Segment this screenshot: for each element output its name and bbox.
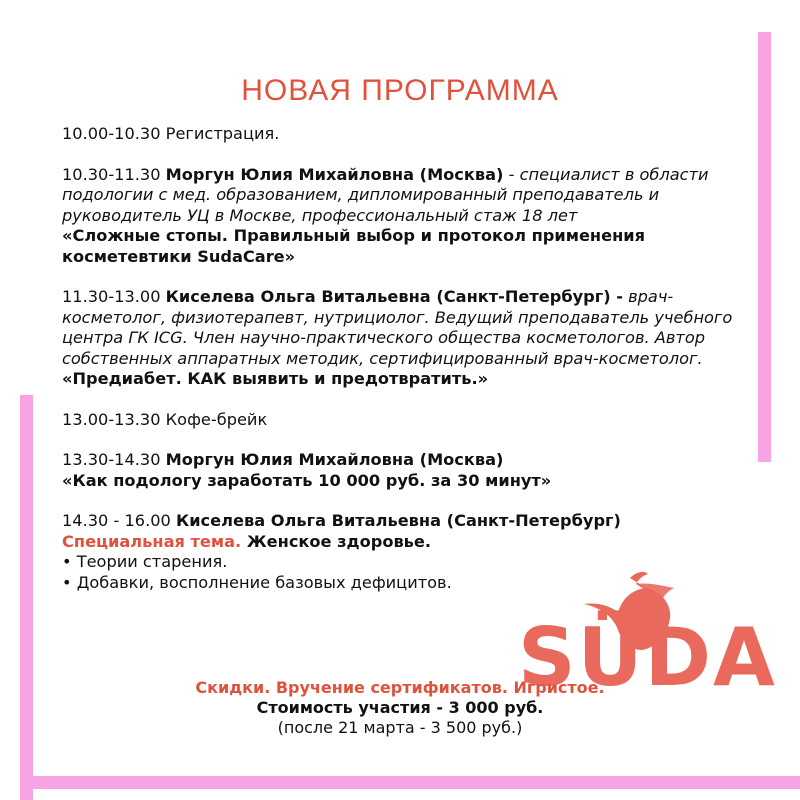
price-line: Стоимость участия - 3 000 руб. — [256, 698, 544, 717]
item-time: 10.00-10.30 — [62, 124, 161, 143]
speaker-name: Моргун Юлия Михайловна (Москва) — [165, 450, 504, 469]
talk-topic: «Сложные стопы. Правильный выбор и протокол применения косметевтики SudaCare» — [62, 226, 646, 266]
perks-line: Скидки. Вручение сертификатов. Игристое. — [195, 678, 605, 697]
speaker-name: Моргун Юлия Михайловна (Москва) — [165, 164, 504, 184]
speaker-description: - специалист в области подологии с мед. образованием, дипломированный преподаватель и руководитель УЦ в Москве, профессиональный стаж 18 лет — [62, 164, 709, 225]
item-text: Кофе-брейк — [160, 409, 268, 429]
item-time: 10.30-11.30 — [62, 164, 166, 184]
pink-frame-left — [20, 395, 33, 800]
item-time: 13.30-14.30 — [62, 450, 166, 469]
program-item — [62, 511, 762, 593]
program-item — [62, 450, 762, 491]
suda-logo: SÜDA — [518, 611, 777, 704]
page-title: НОВАЯ ПРОГРАММА — [241, 74, 559, 107]
program-item — [62, 410, 762, 431]
item-time: 14.30 - 16.00 — [62, 511, 176, 530]
talk-topic: «Предиабет. КАК выявить и предотвратить.» — [62, 369, 489, 388]
program-item — [62, 287, 762, 390]
list-item: • Теории старения. — [62, 552, 228, 571]
speaker-description: врач-косметолог, физиотерапевт, нутрициолог. Ведущий преподаватель учебного центра ГК ICG. Член научно-практического общества косметологов. Автор собственных аппаратных методик, сертифицированный врач-косметолог. — [62, 287, 733, 368]
price-note: (после 21 марта - 3 500 руб.) — [277, 718, 523, 737]
item-time: 13.00-13.30 — [62, 409, 161, 429]
list-item: • Добавки, восполнение базовых дефицитов. — [62, 572, 452, 592]
speaker-name: Киселева Ольга Витальевна (Санкт-Петербург) — [175, 511, 621, 530]
footer — [0, 678, 800, 738]
speaker-name: Киселева Ольга Витальевна (Санкт-Петербург) - — [165, 287, 623, 306]
item-text: Регистрация. — [160, 124, 280, 143]
program-item — [62, 124, 762, 145]
special-topic: Женское здоровье. — [241, 531, 432, 551]
program-item — [62, 165, 762, 268]
program-list — [62, 124, 762, 593]
talk-topic: «Как подологу заработать 10 000 руб. за 30 минут» — [62, 470, 552, 490]
pink-frame-bottom — [20, 776, 800, 789]
special-topic-label: Специальная тема. — [62, 531, 242, 551]
item-time: 11.30-13.00 — [62, 287, 166, 306]
